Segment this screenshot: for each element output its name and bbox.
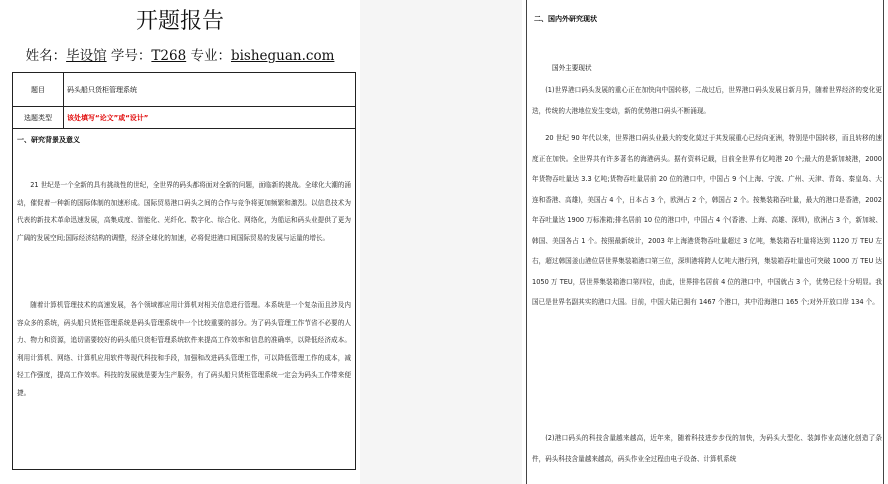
paragraph: 20 世纪 90 年代以来，世界港口码头业最大的变化莫过于其发展重心已经向亚洲，特别是中国转移，而且转移的速度正在加快。全世界共有许多著名的海港码头。据有资料记载，目前全世界有亿吨港 20 个;最大的是新加坡港，2000 年货物吞吐量达 3.3 亿吨;货物吞吐量居前 20 位的港口中，中国占 9 个(上海、宁波、广州、天津、青岛、秦皇岛、大连和香港、高雄)，美国占 4 个，日本占 3 个，欧洲占 2 个，韩国占 2 个。按集装箱吞吐量，最大的港口是香港，2002 年吞吐量达 1900 万标准箱;排名居前 10 位的港口中，中国占 4 个(香港、上海、高雄、深圳)，欧洲占 3 个，新加坡、韩国、美国各占 1 个。按照最新统计，2003 年上海港货物吞吐量超过 3 亿吨，集装箱吞吐量将达到 1120 万 TEU 左右，超过韩国釜山港位居世界集装箱港口第三位，深圳港将跨人亿吨大港行列，集装箱吞吐量也可突破 1000 万 TEU 达 1050 万 TEU，居世界集装箱港口第四位，由此，世界排名居前 4 位的港口中，中国就占 3 个，优势已经十分明显。我国已是世界名副其实的港口大国。目前，中国大陆已拥有 1467 个港口，其中沿海港口 165 个;对外开放口岸 134 个。 — [532, 134, 882, 306]
name-value: 毕设馆 — [66, 48, 107, 64]
proposal-table — [12, 72, 356, 470]
paragraph: (2)港口码头的科技含量越来越高，近年来，随着科技进步步伐的加快，为码头大型化、装卸作业高速化创造了条件，码头科技含量越来越高，码头作业全过程由电子设备、计算机系统 — [532, 434, 882, 463]
topic-value: 码头船只货柜管理系统 — [67, 85, 137, 94]
document-title: 开题报告 — [135, 9, 224, 34]
page-border-right — [883, 0, 884, 484]
student-id-label: 学号： — [106, 48, 152, 64]
type-row — [13, 107, 355, 129]
topic-label: 题目 — [13, 73, 64, 106]
left-page — [0, 0, 360, 484]
type-value: 该处填写“论文”或“设计” — [67, 113, 149, 122]
page-gap — [360, 0, 522, 484]
major-label: 专业： — [186, 48, 231, 64]
type-label: 选题类型 — [13, 107, 64, 128]
name-label: 姓名： — [25, 48, 67, 64]
major-value: bisheguan.com — [230, 48, 335, 64]
subheading: 国外主要现状 — [552, 64, 592, 72]
right-page — [522, 0, 888, 484]
student-id-value: T268 — [151, 48, 187, 64]
page-border-left — [526, 0, 527, 484]
student-info-line — [0, 44, 360, 64]
paragraph: (1)世界港口码头发展的重心正在加快向中国转移，二战过后，世界港口码头发展日新月异，随着世界经济的变化更迭，传统的大港地位发生变动，新的优势港口码头不断涌现。 — [532, 86, 882, 115]
section-heading: 一、研究背景及意义 — [17, 136, 80, 144]
section-heading: 二、国内外研究现状 — [534, 15, 597, 23]
paragraph: 21 世纪是一个全新的具有挑战性的世纪，全世界的码头都将面对全新的问题，面临新的挑战。全球化大潮的涌动，催促着一种新的国际体制的加速形成。国际贸易港口码头之间的合作与竞争将更加频繁和激烈。以信息技术为代表的新技术革命迅速发展，高集成度、智能化、光纤化、数字化、综合化、网络化，为船运和码头业提供了更为广阔的发展空间;国际经济结构的调整，经济全球化的加速，必将促进港口间国际贸易的发展与运量的增长。 — [17, 181, 351, 242]
paragraph: 随着计算机管理技术的高速发展，各个领域都应用计算机对相关信息进行管理。本系统是一个复杂而且涉及内容众多的系统，码头船只货柜管理系统是码头管理系统中一个比较重要的部分。为了码头管理工作节省不必要的人力、物力和资源，追切需要较好的码头船只货柜管理系统软件来提高工作效率和信息的准确率，以降低经济成本。利用计算机、网络、计算机应用软件等现代科技和手段，加强和改进码头管理工作，可以降低管理工作的成本，减轻工作强度，提高工作效率。科技的发展就是要为生产服务，有了码头船只货柜管理系统一定会为码头工作带来便捷。 — [17, 301, 351, 397]
topic-row — [13, 73, 355, 107]
